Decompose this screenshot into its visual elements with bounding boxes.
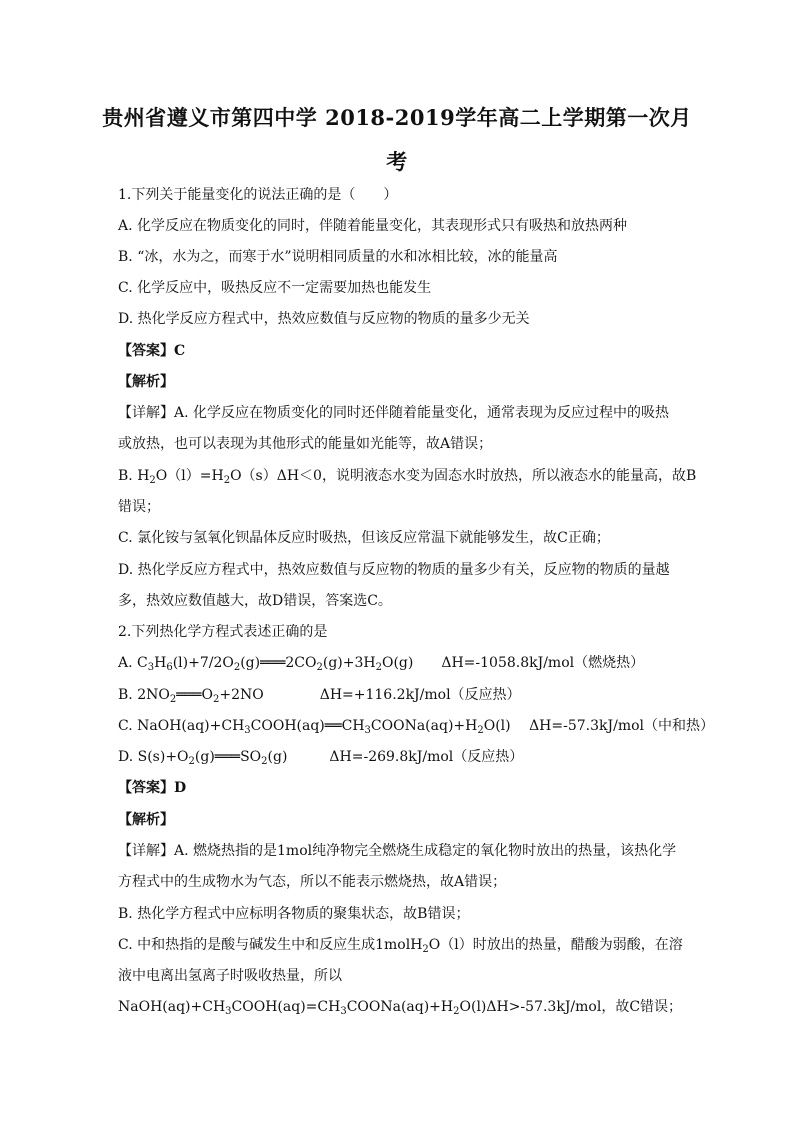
q2-detail-c-line2: 液中电离出氢离子时吸收热量，所以 [118,968,342,984]
q1-detail-d-line1: D. 热化学反应方程式中，热效应数值与反应物的物质的量多少有关，反应物的物质的量越 [118,562,670,578]
q2-detail-a-line1: 【详解】A. 燃烧热指的是1mol纯净物完全燃烧生成稳定的氧化物时放出的热量，该热化学 [118,843,677,859]
q1-option-c: C. 化学反应中，吸热反应不一定需要加热也能发生 [118,280,432,296]
q1-option-b: B. “冰，水为之，而寒于水”说明相同质量的水和冰相比较，冰的能量高 [118,249,558,265]
q1-option-a: A. 化学反应在物质变化的同时，伴随着能量变化，其表现形式只有吸热和放热两种 [118,218,628,234]
q2-option-c: C. $NaOH(aq)+CH_3COOH(aq)══CH_3COONa(aq)+H_2O(l)$ ΔH=-57.3kJ/mol（中和热） [118,718,715,736]
page-title-line2: 考 [386,149,408,174]
q1-detail-d-line2: 多，热效应数值越大，故D错误，答案选C。 [118,593,392,609]
q1-detail-b-line2: 错误； [118,499,160,515]
q1-option-d: D. 热化学反应方程式中，热效应数值与反应物的物质的量多少无关 [118,311,530,327]
q1-detail-a-line1: 【详解】A. 化学反应在物质变化的同时还伴随着能量变化，通常表现为反应过程中的吸热 [118,405,670,421]
q1-analysis-heading: 【解析】 [118,374,174,390]
q1-detail-a-line2: 或放热，也可以表现为其他形式的能量如光能等，故A错误； [118,436,493,452]
q1-stem: 1.下列关于能量变化的说法正确的是（ ） [118,187,398,203]
q2-detail-c-line1: C. 中和热指的是酸与碱发生中和反应生成1molH$_2$O（l）时放出的热量，醋酸为弱酸，在溶 [118,937,683,955]
q2-option-d: D. $S(s)+O_2(g)═══SO_2(g)$ ΔH=-269.8kJ/mol（反应热） [118,749,524,767]
page-title-line1: 贵州省遵义市第四中学 2018-2019学年高二上学期第一次月 [102,105,692,130]
q2-answer: 【答案】D [118,780,187,796]
q2-option-a: A. $C_3H_6(l)+7/2O_2(g)═══2CO_2(g)+3H_2O(g)$ ΔH=-1058.8kJ/mol（燃烧热） [118,655,645,673]
q2-option-b: B. $2NO_2═══O_2+2NO$ ΔH=+116.2kJ/mol（反应热） [118,687,521,705]
q2-stem: 2.下列热化学方程式表述正确的是 [118,624,328,640]
q2-detail-c-line3: $NaOH(aq)+CH_3COOH(aq)=CH_3COONa(aq)+H_2O(l)\Delta H>-57.3kJ$/mol，故C错误； [118,999,683,1017]
q2-detail-a-line2: 方程式中的生成物水为气态，所以不能表示燃烧热，故A错误； [118,874,507,890]
q2-analysis-heading: 【解析】 [118,812,174,828]
q1-answer: 【答案】C [118,343,186,359]
q1-detail-c: C. 氯化铵与氢氧化钡晶体反应时吸热，但该反应常温下就能够发生，故C正确； [118,530,610,546]
q1-detail-b-line1: B. $H_2O(l)=H_2O(s)\Delta H<0$，说明液态水变为固态水时放热，所以液态水的能量高，故B [118,468,697,486]
q2-detail-b: B. 热化学方程式中应标明各物质的聚集状态，故B错误； [118,906,470,922]
